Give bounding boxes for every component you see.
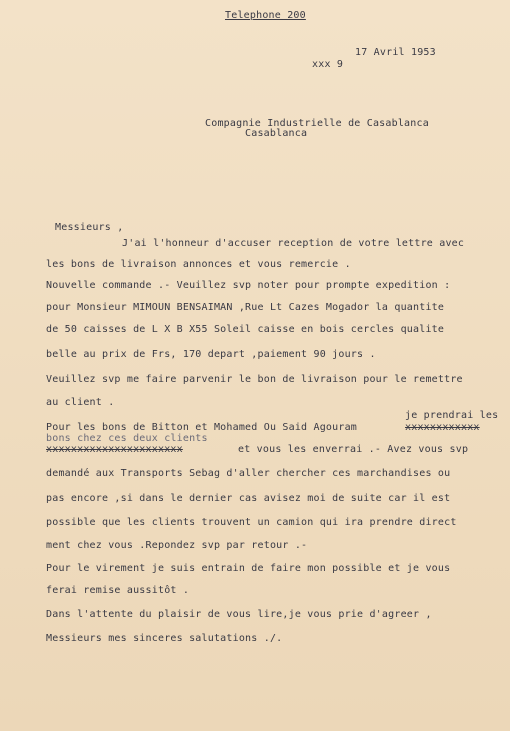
body-line: Veuillez svp me faire parvenir le bon de livraison pour le remettre (46, 374, 463, 385)
body-line: au client . (46, 397, 115, 408)
body-line: possible que les clients trouvent un camion qui ira prendre direct (46, 517, 457, 528)
body-line: je prendrai les (405, 410, 499, 421)
body-line: demandé aux Transports Sebag d'aller chercher ces marchandises ou (46, 468, 451, 479)
body-line: Messieurs mes sinceres salutations ./. (46, 633, 283, 644)
body-line: Pour les bons de Bitton et Mohamed Ou Said Agouram (46, 422, 358, 433)
body-line: J'ai l'honneur d'accuser reception de votre lettre avec (122, 238, 465, 249)
recipient-city: Casablanca (245, 128, 308, 139)
recipient-company: Compagnie Industrielle de Casablanca (205, 118, 429, 129)
body-line: belle au prix de Frs, 170 depart ,paiement 90 jours . (46, 349, 376, 360)
salutation: Messieurs , (55, 222, 124, 233)
body-line: pas encore ,si dans le dernier cas avisez moi de suite car il est (46, 493, 451, 504)
body-line: ferai remise aussitôt . (46, 585, 190, 596)
telephone-heading: Telephone 200 (225, 10, 306, 21)
body-line: Pour le virement je suis entrain de faire mon possible et je vous (46, 563, 451, 574)
body-line: Nouvelle commande .- Veuillez svp noter pour prompte expedition : (46, 280, 451, 291)
struck-text: xxxxxxxxxxxxxxxxxxxxxx (46, 444, 183, 455)
reference-number: xxx 9 (312, 59, 344, 70)
body-line: et vous les enverrai .- Avez vous svp (238, 444, 469, 455)
body-line: bons chez ces deux clients (46, 433, 208, 444)
letter-date: 17 Avril 1953 (355, 47, 436, 58)
body-line: de 50 caisses de L X B X55 Soleil caisse en bois cercles qualite (46, 324, 445, 335)
body-line: ment chez vous .Repondez svp par retour .- (46, 540, 308, 551)
body-line: Dans l'attente du plaisir de vous lire,je vous prie d'agreer , (46, 609, 432, 620)
body-line: les bons de livraison annonces et vous remercie . (46, 259, 351, 270)
struck-text: xxxxxxxxxxxx (405, 422, 480, 433)
body-line: pour Monsieur MIMOUN BENSAIMAN ,Rue Lt Cazes Mogador la quantite (46, 302, 445, 313)
